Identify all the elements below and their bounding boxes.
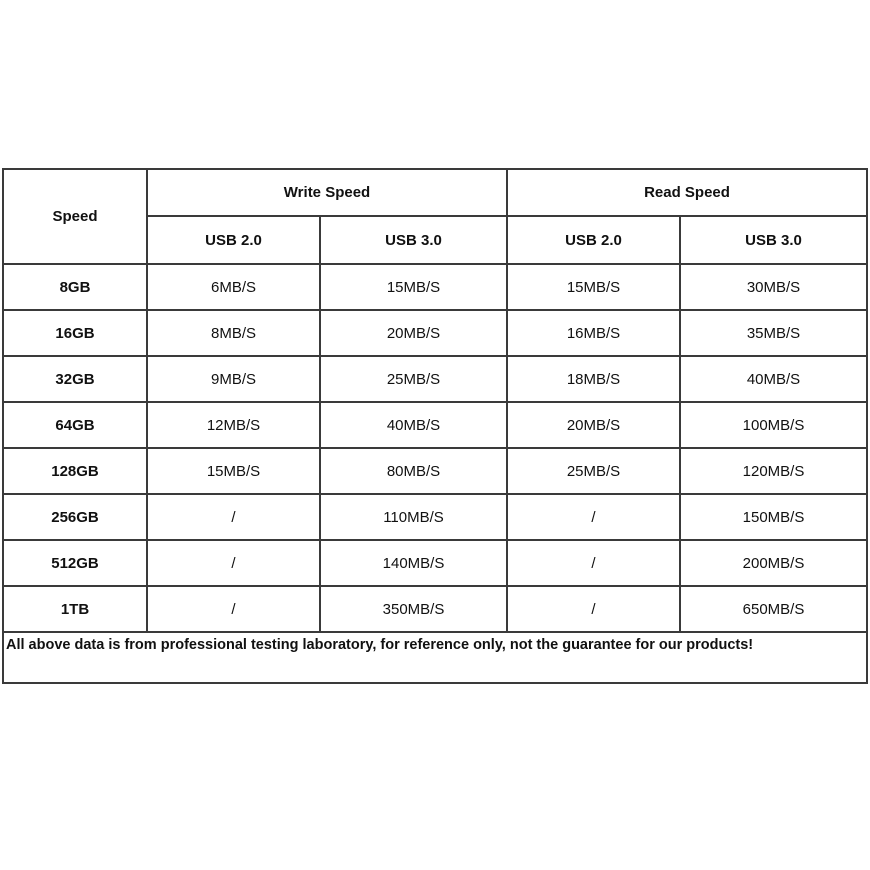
write-usb3-header: USB 3.0 [320,216,507,264]
table-row [3,494,867,540]
write-usb2-cell: 15MB/S [147,448,320,494]
read-speed-header: Read Speed [507,169,867,216]
write-usb3-cell: 25MB/S [320,356,507,402]
table-row [3,402,867,448]
read-usb3-cell: 150MB/S [680,494,867,540]
capacity-cell: 1TB [3,586,147,632]
capacity-cell: 16GB [3,310,147,356]
corner-header: Speed [3,169,147,264]
write-usb2-cell: 6MB/S [147,264,320,310]
disclaimer-note: All above data is from professional testing laboratory, for reference only, not the guarantee for our products! [3,632,867,683]
read-usb3-cell: 200MB/S [680,540,867,586]
write-usb3-cell: 140MB/S [320,540,507,586]
write-usb2-cell: 8MB/S [147,310,320,356]
table-row [3,540,867,586]
write-usb3-cell: 40MB/S [320,402,507,448]
read-usb2-cell: 16MB/S [507,310,680,356]
capacity-cell: 128GB [3,448,147,494]
read-usb2-cell: / [507,540,680,586]
capacity-cell: 512GB [3,540,147,586]
read-usb2-header: USB 2.0 [507,216,680,264]
read-usb3-cell: 120MB/S [680,448,867,494]
note-row [3,632,867,683]
write-usb2-cell: / [147,494,320,540]
capacity-cell: 32GB [3,356,147,402]
write-speed-header: Write Speed [147,169,507,216]
write-usb3-cell: 20MB/S [320,310,507,356]
read-usb2-cell: / [507,586,680,632]
read-usb2-cell: 20MB/S [507,402,680,448]
table-row [3,586,867,632]
read-usb3-header: USB 3.0 [680,216,867,264]
read-usb2-cell: 25MB/S [507,448,680,494]
table-row [3,264,867,310]
capacity-cell: 8GB [3,264,147,310]
read-usb3-cell: 650MB/S [680,586,867,632]
write-usb2-header: USB 2.0 [147,216,320,264]
write-usb3-cell: 350MB/S [320,586,507,632]
write-usb3-cell: 80MB/S [320,448,507,494]
write-usb2-cell: 9MB/S [147,356,320,402]
write-usb2-cell: / [147,586,320,632]
write-usb2-cell: / [147,540,320,586]
read-usb3-cell: 40MB/S [680,356,867,402]
read-usb2-cell: 15MB/S [507,264,680,310]
read-usb3-cell: 100MB/S [680,402,867,448]
write-usb3-cell: 15MB/S [320,264,507,310]
speed-table [2,168,868,684]
read-usb2-cell: 18MB/S [507,356,680,402]
read-usb3-cell: 30MB/S [680,264,867,310]
table-row [3,448,867,494]
capacity-cell: 64GB [3,402,147,448]
read-usb3-cell: 35MB/S [680,310,867,356]
read-usb2-cell: / [507,494,680,540]
write-usb3-cell: 110MB/S [320,494,507,540]
table-row [3,356,867,402]
capacity-cell: 256GB [3,494,147,540]
table-row [3,310,867,356]
group-header-row [3,169,867,216]
write-usb2-cell: 12MB/S [147,402,320,448]
